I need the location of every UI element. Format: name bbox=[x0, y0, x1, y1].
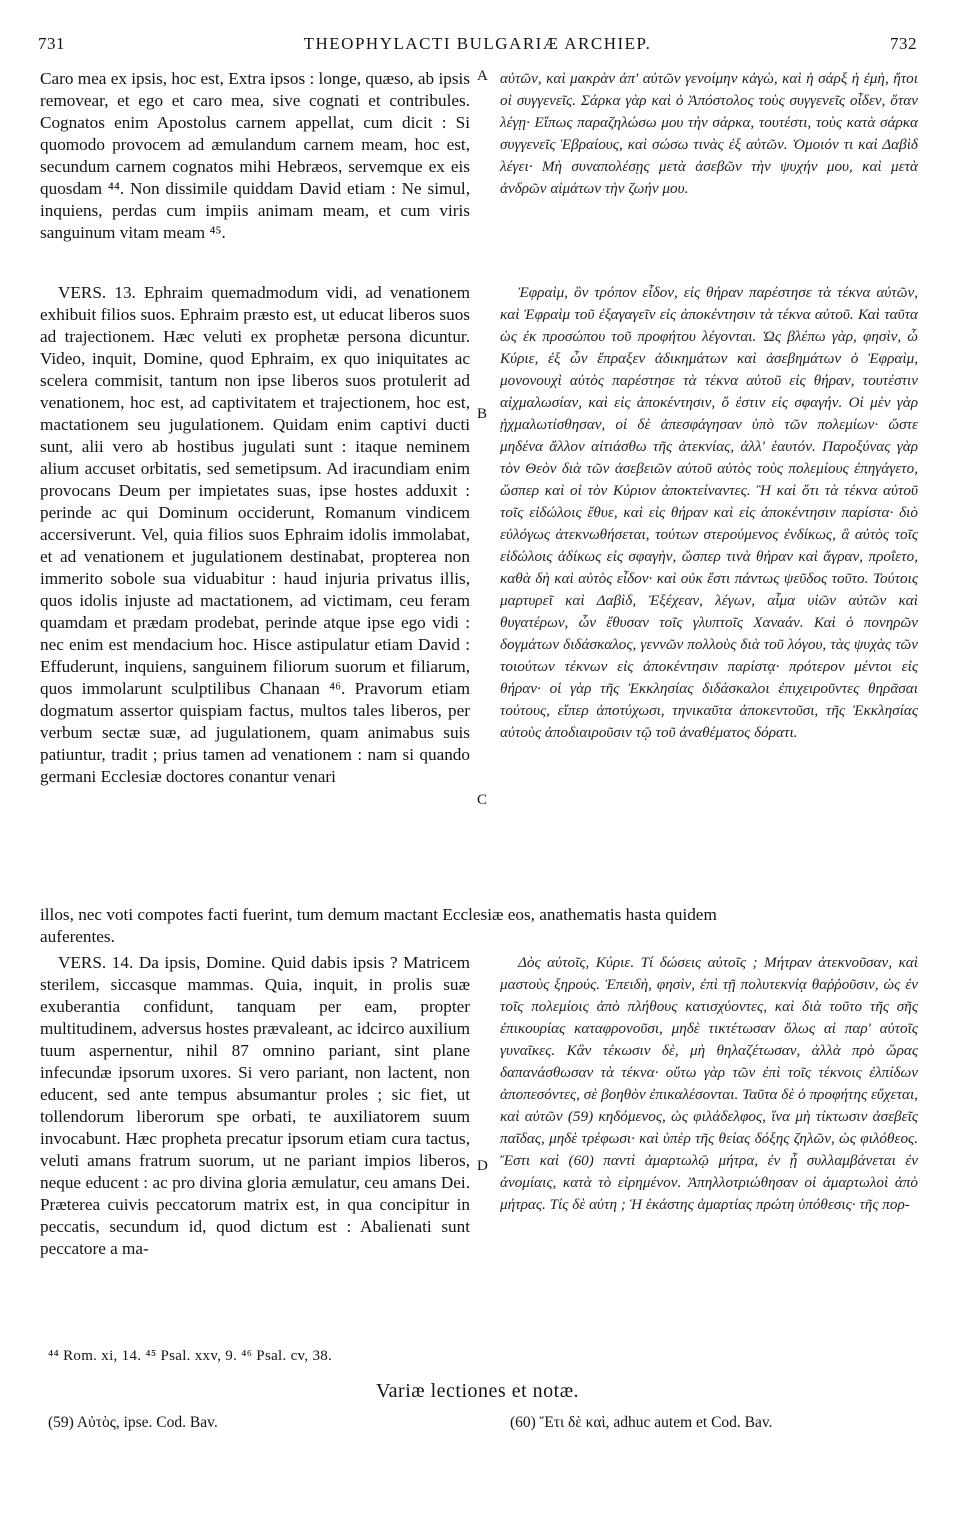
margin-letter-b: B bbox=[477, 406, 488, 422]
latin-paragraph: VERS. 13. Ephraim quemadmodum vidi, ad venationem exhibuit filios suos. Ephraim præsto est, ut educat liberos suos ad trajectionem. Hæc veluti ex prophetæ persona dicuntur. Video, inquit, Domine, quod Ephraim, ex quo iniquitates ac scelera commisit, tantum non ipse liberos suos protulerit ad venationem, hoc est, ad captivitatem et trajectionem, hoc est, mactationem seu jugulationem. Quidam enim captivi ducti sunt, alii vero ab hostibus jugulati sunt : itaque neminem alium accuset orbitatis, sed semetipsum. Ad iracundiam enim provocans Deum per impietates suas, ipse hostes adduxit : perinde ac qui Dominum occiderunt, Romanum vindicem accersiverunt. Vel, quia filios suos Ephraim idolis immolabat, et ad venationem et jugulationem destinabat, propterea non immerito sobole sua viduabitur : haud injuria privatus illis, quos idolis injuste ad mactationem, ad victimam, ceu feram quamdam et prædam prodebat, perinde atque ipse ego vidi : nec enim est mendacium hoc. Hisce astipulatur etiam David : Effuderunt, inquiens, sanguinem filiorum suorum et filiarum, quos immolarunt sculptilibus Chanaan ⁴⁶. Pravorum etiam dogmatum assertor quispiam factus, multos tales liberos, per verbum sectæ suæ, ad jugulationem, quam animabus suis patiuntur, tradit ; prius tamen ad venationem : nam si quando germani Ecclesiæ doctores conantur venari bbox=[40, 283, 470, 786]
running-title: THEOPHYLACTI BULGARIÆ ARCHIEP. bbox=[303, 34, 652, 53]
greek-paragraph: Ἐφραὶμ, ὃν τρόπον εἶδον, εἰς θήραν παρέστησε τὰ τέκνα αὐτῶν, καὶ Ἐφραὶμ τοῦ ἐξαγαγεῖν εἰς ἀποκέντησιν τὰ τέκνα αὐτοῦ. Καὶ ταῦτα ὡς ἐκ προσώπου τοῦ προφήτου λέγονται. Ὡς βλέπω γὰρ, φησὶν, ὦ Κύριε, ἐξ ὧν ἔπραξεν ἀδικημάτων καὶ ἀσεβημάτων ὁ Ἐφραὶμ, μονονουχὶ αὐτὸς παρέστησε τὰ τέκνα αὐτοῦ εἰς θήραν, τουτέστιν αἰχμαλωσίαν, καὶ εἰς ἀποκέντησιν, ὅ ἐστιν εἰς σφαγήν. Οἱ μὲν γὰρ ᾐχμαλωτίσθησαν, οἱ δὲ ἀπεσφάγησαν ὑπὸ τῶν πολεμίων· ὥστε μηδένα ἄλλον αἰτιάσθω τῆς ἀτεκνίας, ἀλλ' ἑαυτόν. Παροξύνας γὰρ τὸν Θεὸν διὰ τῶν ἀσεβειῶν αὐτοῦ αὐτὸς τοὺς πολεμίους ἐπηγάγετο, ὥσπερ καὶ οἱ τὸν Κύριον ἀποκτείναντες. Ἢ καὶ ὅτι τὰ τέκνα αὐτοῦ τοῖς εἰδώλοις ἔθυε, καὶ εἰς θήραν καὶ εἰς ἀποκέντησιν παρίστα· διὸ εὐλόγως ἀτεκνωθήσεται, τούτων στερούμενος ἐνδίκως, ἃ αὐτὸς τοῖς εἰδώλοις ἀδίκως εἰς σφαγὴν, ὥσπερ τινὰ θήραν καὶ ἄγραν, προΐετο, καθὰ δὴ καὶ αὐτὸς εἶδον· καὶ οὐκ ἔστι πάντως ψεῦδος τοῦτο. Τούτοις μαρτυρεῖ καὶ Δαβὶδ, Ἐξέχεαν, λέγων, αἷμα υἱῶν αὐτῶν καὶ θυγατέρων, ὧν ἔθυσαν τοῖς γλυπτοῖς Χαναάν. Καὶ ὁ πονηρῶν δογμάτων διδάσκαλος, γεννῶν πολλοὺς διὰ τοῦ λόγου, τὰς ψυχὰς τῶν τοιούτων τέκνων εἰς ἀποκέντησιν παρίστᾳ· πρότερον μέντοι εἰς θήραν· οἱ γὰρ τῆς Ἐκκλησίας διδάσκαλοι ἐπιχειροῦντες θηρᾶσαι τούτους, εἴπερ ἀποτύχωσι, τηνικαῦτα ἀποκεντοῦσι, τῆς Ἐκκλησίας αὐτοὺς ἀποδιαιροῦσιν τῷ τοῦ ἀναθέματος δόρατι. bbox=[500, 284, 918, 741]
greek-column-block-1 bbox=[500, 68, 918, 200]
full-width-text-end: auferentes. bbox=[40, 927, 115, 946]
greek-paragraph: αὐτῶν, καὶ μακρὰν ἀπ' αὐτῶν γενοίμην κἀγὼ, καὶ ἡ σάρξ ἡ ἐμὴ, ἤτοι οἱ συγγενεῖς. Σάρκα γὰρ καὶ ὁ Ἀπόστολος τοὺς συγγενεῖς οἶδεν, ὅταν λέγῃ· Εἴπως παραζηλώσω μου τὴν σάρκα, τουτέστι, τοὺς κατὰ σάρκα συγγενεῖς Ἑβραίους, καὶ σώσω τινὰς ἐξ αὐτῶν. Ὁμοιόν τι καὶ Δαβὶδ λέγει· Μὴ συναπολέσῃς μετὰ ἀσεβῶν τὴν ψυχήν μου, καὶ μετὰ ἀνδρῶν αἱμάτων τὴν ζωήν μου. bbox=[500, 70, 918, 197]
greek-paragraph: Δὸς αὐτοῖς, Κύριε. Τί δώσεις αὐτοῖς ; Μήτραν ἀτεκνοῦσαν, καὶ μαστοὺς ξηρούς. Ἐπειδὴ, φησὶν, ἐπὶ τῇ πολυτεκνίᾳ θαῤῥοῦσιν, ὡς ἐν τοῖς πολεμίοις ἀπὸ πλήθους κατισχύοντες, καὶ διὰ τοῦτο τῆς σῆς ἐπικουρίας καταφρονοῦσι, μηδὲ τικτέτωσαν ὅλως αἱ παρ' αὐτοῖς γυναῖκες. Κἂν τέκωσιν δὲ, μὴ θηλαζέτωσαν, ἀλλὰ πρὸ ὥρας δαπανάσθωσαν τὰ τέκνα· οὕτω γὰρ τῶν ἐπὶ τοῖς τέκνοις ἐλπίδων ἀποπεσόντες, σὲ βοηθὸν ἐπικαλέσονται. Ταῦτα δὲ ὁ προφήτης εὔχεται, καὶ αὐτῶν (59) κηδόμενος, ὡς φιλάδελφος, ἵνα μὴ τίκτωσιν ἀσεβεῖς παῖδας, μηδὲ τρέφωσι· καὶ ὑπὲρ τῆς θείας δόξης ζηλῶν, ὡς φιλόθεος. Ἔστι καὶ (60) παντὶ ἁμαρτωλῷ μήτρα, ἐν ᾗ συλλαμβάνεται ἐν ἀνομίαις, κατὰ τὸ εἰρημένον. Ἀπηλλοτριώθησαν οἱ ἁμαρτωλοὶ ἀπὸ μήτρας. Τίς δὲ αὐτη ; Ἡ ἑκάστης ἁμαρτίας πρώτη ὑπόθεσις· τῆς πορ- bbox=[500, 954, 918, 1213]
latin-column-block-1 bbox=[40, 68, 470, 244]
full-width-line bbox=[40, 904, 918, 948]
greek-column-block-2 bbox=[500, 282, 918, 744]
variae-heading: Variæ lectiones et notæ. bbox=[375, 1380, 580, 1402]
page-number-left: 731 bbox=[38, 34, 65, 53]
latin-column-block-2 bbox=[40, 282, 470, 788]
variant-note-59: (59) Αὐτὸς, ipse. Cod. Bav. bbox=[48, 1414, 218, 1431]
running-header bbox=[0, 34, 955, 60]
margin-letter-c: C bbox=[477, 792, 488, 808]
full-width-text: illos, nec voti compotes facti fuerint, tum demum mactant Ecclesiæ eos, anathematis hasta quidem bbox=[40, 905, 717, 924]
greek-column-block-3 bbox=[500, 952, 918, 1216]
latin-column-block-3 bbox=[40, 952, 470, 1260]
footnotes: ⁴⁴ Rom. xi, 14. ⁴⁵ Psal. xxv, 9. ⁴⁶ Psal. cv, 38. bbox=[48, 1348, 333, 1364]
latin-paragraph: VERS. 14. Da ipsis, Domine. Quid dabis ipsis ? Matricem sterilem, siccasque mammas. Quia, inquit, in prolis suæ exuberantia confidunt, tanquam per eam, propter multitudinem, adversus hostes prævaleant, ac idcirco auxilium tuum aspernentur, nihil 87 omnino pariant, sint plane infecundæ ipsorum uxores. Si vero pariant, non lactent, non educent, sed ante tempus absumantur proles ; sic fiet, ut tollendorum liberorum spe orbati, te auxiliatorem suum invocabunt. Hæc propheta precatur ipsorum etiam cura tactus, veluti amans fratrum suorum, ut ne pariant impios liberos, neque educent : ac pro divina gloria æmulatur, ceu amans Dei. Præterea cuivis peccatorum matrix est, in qua concipitur in peccatis, secundum id, quod dictum est : Abalienati sunt peccatore a ma- bbox=[40, 953, 470, 1258]
page-number-right: 732 bbox=[890, 34, 917, 53]
latin-paragraph: Caro mea ex ipsis, hoc est, Extra ipsos : longe, quæso, ab ipsis removear, et ego et caro mea, sive cognati et contribules. Cognatos enim Apostolus carnem appellat, cum dicit : Si quomodo provocem ad æmulandum carnem meam, hoc est, secundum carnem cognatos mihi Hebræos, servemque ex eis quosdam ⁴⁴. Non dissimile quiddam David etiam : Ne simul, inquiens, perdas cum impiis animam meam, et cum viris sanguinum vitam meam ⁴⁵. bbox=[40, 69, 470, 242]
margin-letter-a: A bbox=[477, 68, 488, 84]
margin-letter-d: D bbox=[477, 1158, 488, 1174]
variant-note-60: (60) Ἔτι δὲ καὶ, adhuc autem et Cod. Bav. bbox=[510, 1414, 773, 1431]
